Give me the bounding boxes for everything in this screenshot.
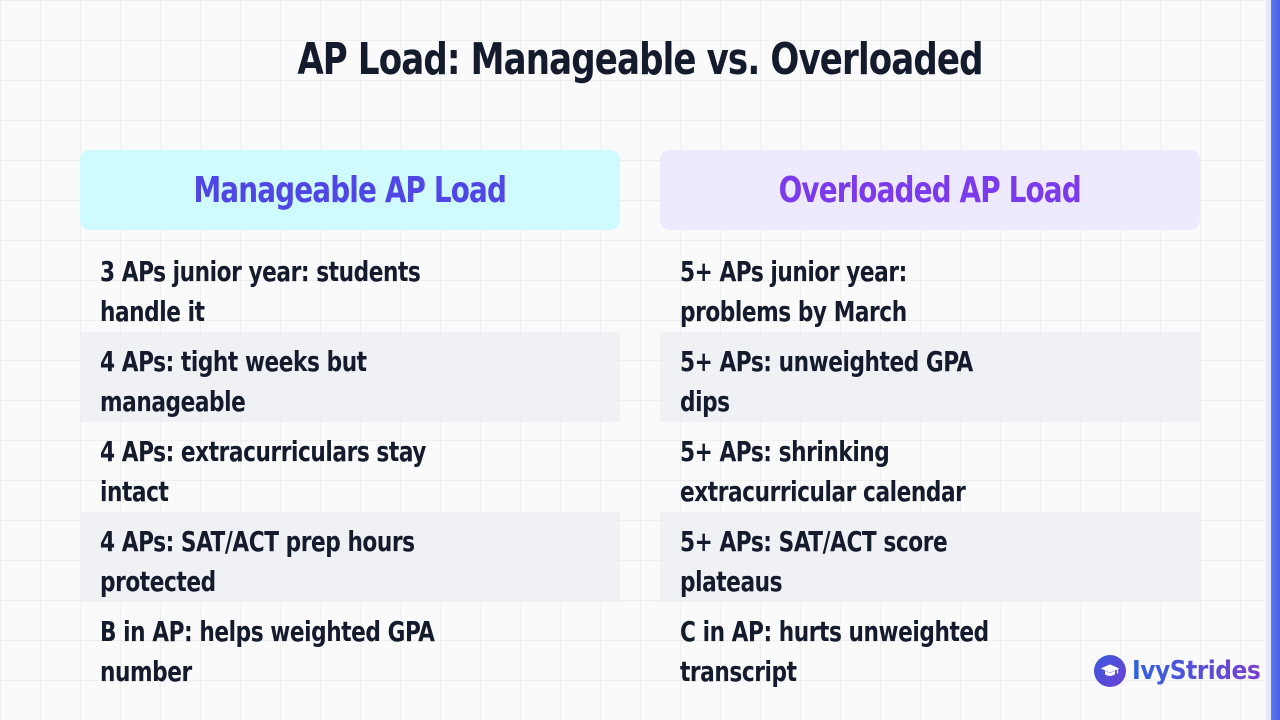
list-item bbox=[80, 512, 620, 602]
list-item-text: 5+ APs: shrinking extracurricular calendar bbox=[680, 435, 966, 508]
list-item bbox=[660, 422, 1200, 512]
list-item-text: 4 APs: extracurriculars stay intact bbox=[100, 435, 426, 508]
overloaded-header bbox=[660, 150, 1200, 230]
list-item-text: 4 APs: SAT/ACT prep hours protected bbox=[100, 525, 415, 598]
manageable-list bbox=[80, 242, 620, 692]
page-title: AP Load: Manageable vs. Overloaded bbox=[297, 34, 983, 85]
manageable-column bbox=[80, 150, 620, 692]
list-item-text: 5+ APs: unweighted GPA dips bbox=[680, 345, 973, 418]
list-item bbox=[80, 422, 620, 512]
list-item-text: C in AP: hurts unweighted transcript bbox=[680, 615, 989, 688]
graduation-cap-icon bbox=[1094, 655, 1126, 687]
list-item bbox=[660, 332, 1200, 422]
list-item bbox=[80, 332, 620, 422]
manageable-header bbox=[80, 150, 620, 230]
list-item-text: 4 APs: tight weeks but manageable bbox=[100, 345, 367, 418]
list-item-text: 3 APs junior year: students handle it bbox=[100, 255, 421, 328]
brand-logo-lockup bbox=[1094, 655, 1260, 687]
brand-name: IvyStrides bbox=[1132, 656, 1261, 686]
list-item bbox=[660, 512, 1200, 602]
overloaded-column bbox=[660, 150, 1200, 692]
manageable-header-label: Manageable AP Load bbox=[193, 169, 507, 211]
overloaded-list bbox=[660, 242, 1200, 692]
list-item-text: 5+ APs junior year: problems by March bbox=[680, 255, 907, 328]
list-item bbox=[80, 602, 620, 692]
list-item bbox=[660, 242, 1200, 332]
list-item-text: B in AP: helps weighted GPA number bbox=[100, 615, 435, 688]
accent-bar bbox=[1266, 0, 1280, 720]
overloaded-header-label: Overloaded AP Load bbox=[778, 169, 1082, 211]
list-item-text: 5+ APs: SAT/ACT score plateaus bbox=[680, 525, 948, 598]
list-item bbox=[80, 242, 620, 332]
